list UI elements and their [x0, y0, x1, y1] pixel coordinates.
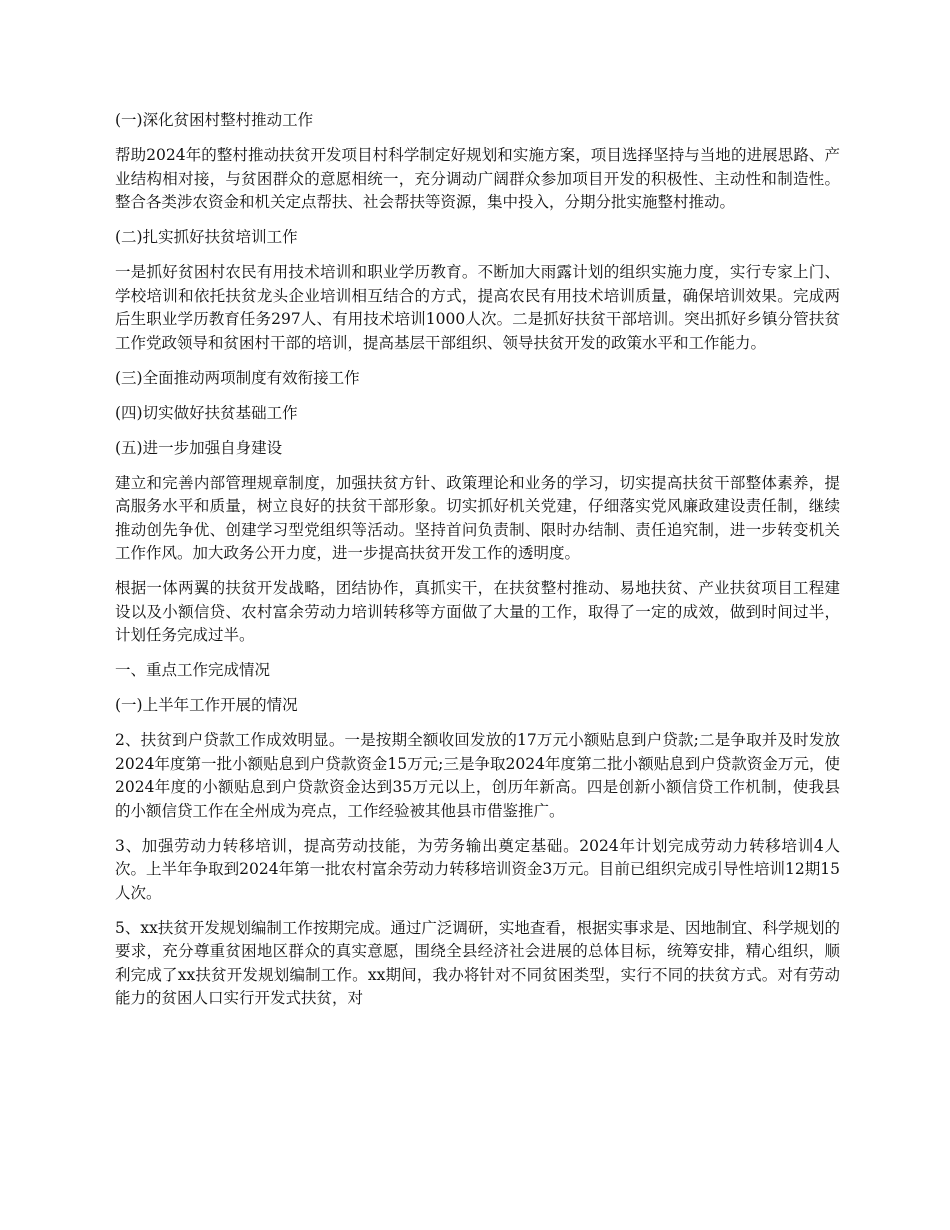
body-paragraph: 5、xx扶贫开发规划编制工作按期完成。通过广泛调研，实地查看，根据实事求是、因地制宜、科学规划的要求，充分尊重贫困地区群众的真实意愿，围绕全县经济社会进展的总体目标，统筹安排，精心组织，顺利完成了xx扶贫开发规划编制工作。xx期间，我办将针对不同贫困类型，实行不同的扶贫方式。对有劳动能力的贫困人口实行开发式扶贫，对 [115, 918, 840, 1007]
body-paragraph: 一是抓好贫困村农民有用技术培训和职业学历教育。不断加大雨露计划的组织实施力度，实行专家上门、学校培训和依托扶贫龙头企业培训相互结合的方式，提高农民有用技术培训质量，确保培训效果。完成两后生职业学历教育任务297人、有用技术培训1000人次。二是抓好扶贫干部培训。突出抓好乡镇分管扶贫工作党政领导和贫困村干部的培训，提高基层干部组织、领导扶贫开发的政策水平和工作能力。 [115, 263, 840, 352]
section-heading-1: (一)深化贫困村整村推动工作 [115, 111, 314, 129]
body-paragraph: 根据一体两翼的扶贫开发战略，团结协作，真抓实干，在扶贫整村推动、易地扶贫、产业扶贫项目工程建设以及小额信贷、农村富余劳动力培训转移等方面做了大量的工作，取得了一定的成效，做到时间过半，计划任务完成过半。 [115, 579, 840, 644]
body-paragraph: 建立和完善内部管理规章制度，加强扶贫方针、政策理论和业务的学习，切实提高扶贫干部整体素养，提高服务水平和质量，树立良好的扶贫干部形象。切实抓好机关党建，仔细落实党风廉政建设责任制，继续推动创先争优、创建学习型党组织等活动。坚持首问负责制、限时办结制、责任追究制，进一步转变机关工作作风。加大政务公开力度，进一步提高扶贫开发工作的透明度。 [115, 473, 840, 562]
body-paragraph: 帮助2024年的整村推动扶贫开发项目村科学制定好规划和实施方案，项目选择坚持与当地的进展思路、产业结构相对接，与贫困群众的意愿相统一，充分调动广阔群众参加项目开发的积极性、主动性和制造性。整合各类涉农资金和机关定点帮扶、社会帮扶等资源，集中投入，分期分批实施整村推动。 [115, 146, 840, 211]
body-paragraph: 2、扶贫到户贷款工作成效明显。一是按期全额收回发放的17万元小额贴息到户贷款;二是争取并及时发放2024年度第一批小额贴息到户贷款资金15万元;三是争取2024年度第二批小额贴息到户贷款资金万元，使2024年度的小额贴息到户贷款资金达到35万元以上，创历年新高。四是创新小额信贷工作机制，使我县的小额信贷工作在全州成为亮点，工作经验被其他县市借鉴推广。 [115, 731, 840, 820]
section-heading-2: (二)扎实抓好扶贫培训工作 [115, 228, 298, 246]
section-heading-3: (三)全面推动两项制度有效衔接工作 [115, 368, 360, 387]
chapter-heading: 一、重点工作完成情况 [115, 661, 271, 679]
section-heading: (一)上半年工作开展的情况 [115, 696, 298, 714]
document-body [115, 109, 840, 1022]
section-heading-4: (四)切实做好扶贫基础工作 [115, 403, 298, 422]
body-paragraph: 3、加强劳动力转移培训，提高劳动技能，为劳务输出奠定基础。2024年计划完成劳动力转移培训4人次。上半年争取到2024年第一批农村富余劳动力转移培训资金3万元。目前已组织完成引导性培训12期15人次。 [115, 836, 840, 902]
section-heading-5: (五)进一步加强自身建设 [115, 438, 283, 457]
